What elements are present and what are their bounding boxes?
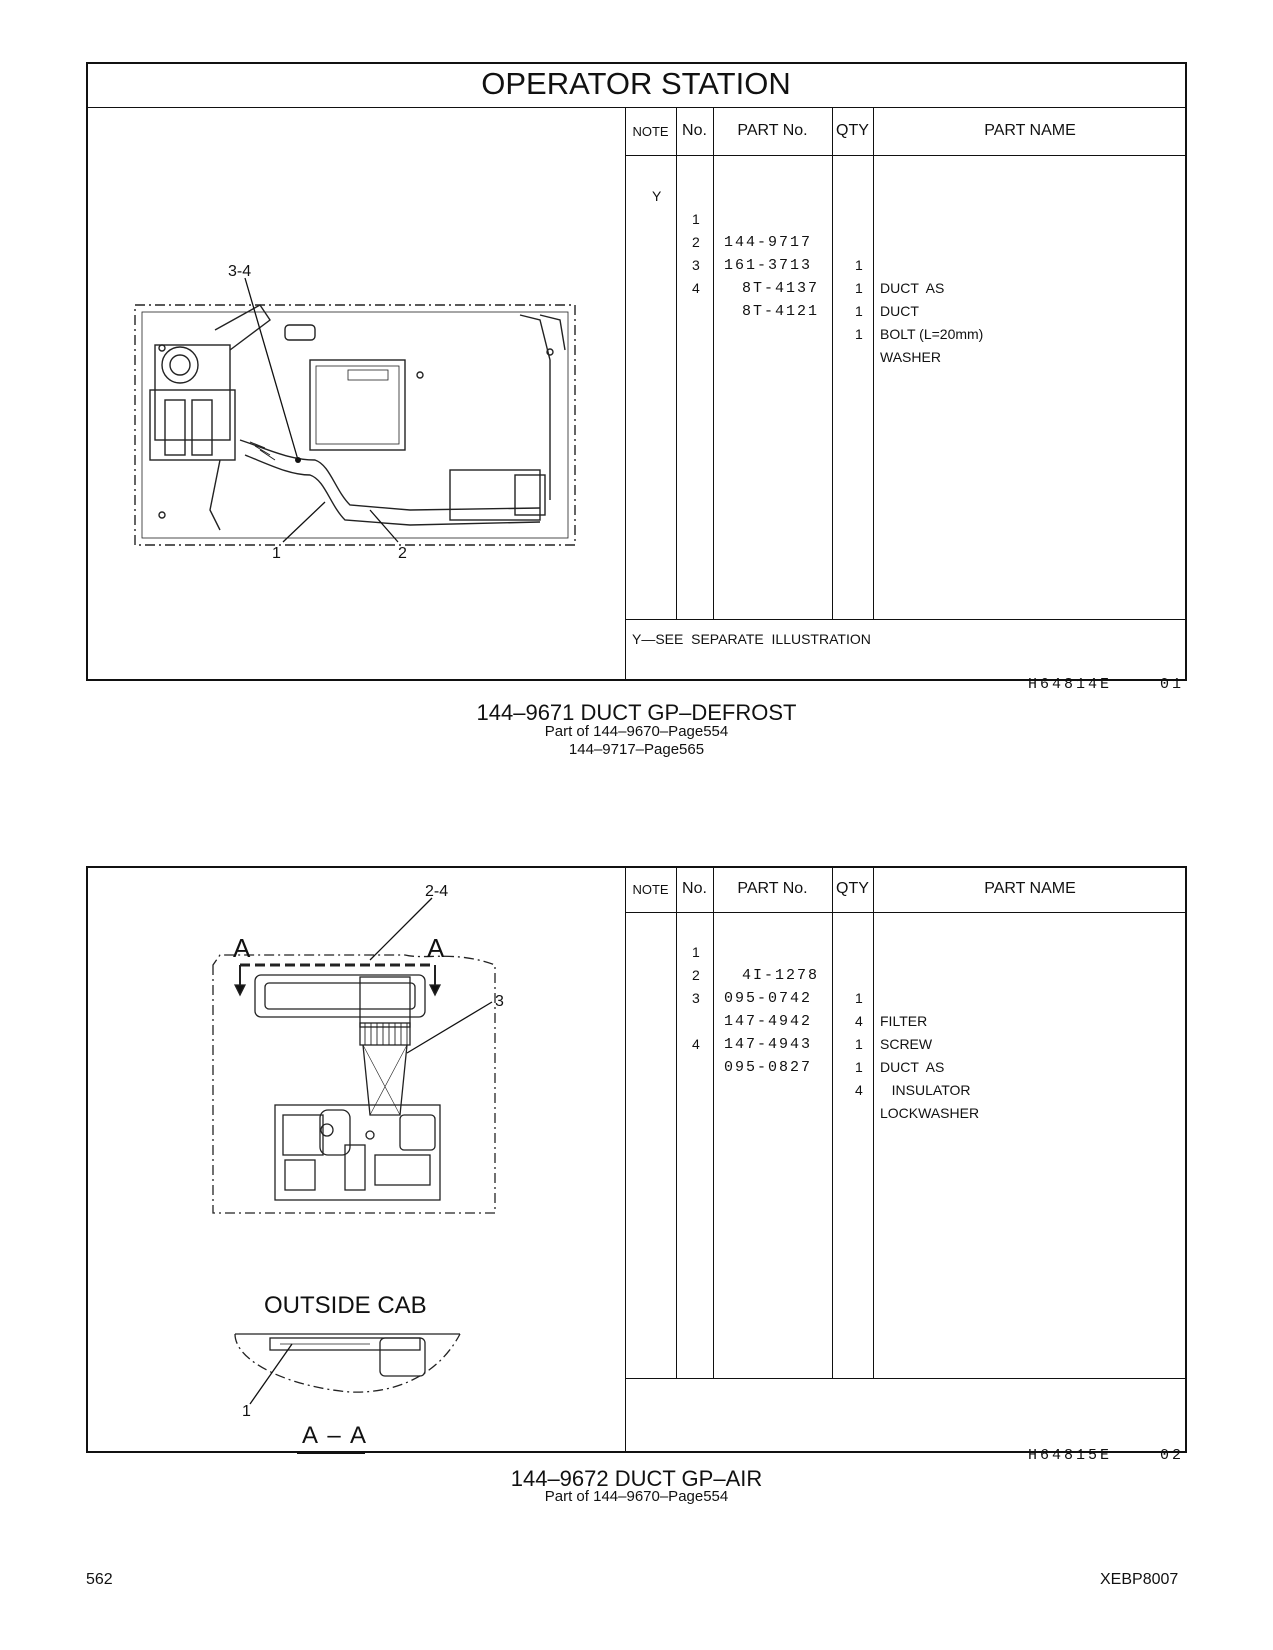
page-number: 562 <box>86 1571 113 1588</box>
defrost-duct-illustration <box>120 260 600 590</box>
table-row: 4 095-0827 4 LOCKWASHER <box>692 1036 980 1121</box>
section-aa-illustration <box>230 1332 470 1422</box>
table-row: 3 8T-4137 1 BOLT (L=20mm) <box>692 257 984 342</box>
section-mark-a-right: A <box>427 933 445 963</box>
table-row: 4 8T-4121 1 WASHER <box>692 280 941 365</box>
header-qty: QTY <box>836 880 869 897</box>
table-row: 2 095-0742 4 SCREW <box>692 967 933 1052</box>
section-mark-a-left: A <box>233 933 251 963</box>
title-divider <box>86 107 1187 108</box>
section-label: A – A <box>302 1422 369 1449</box>
outside-cab-label: OUTSIDE CAB <box>264 1292 427 1319</box>
header-note: NOTE <box>632 882 669 897</box>
header-no: No. <box>682 880 707 897</box>
section-label-underline <box>297 1453 365 1454</box>
header-part-no: PART No. <box>737 880 808 897</box>
ref-code-2: H64815E 02 <box>1028 1447 1185 1464</box>
table-row: Y 1 144-9717 1 DUCT AS <box>652 188 945 296</box>
table-row: 3 147-4942 1 DUCT AS <box>692 990 945 1075</box>
header-part-no: PART No. <box>737 122 808 139</box>
caption-line1-2: Part of 144–9670–Page554 <box>544 1488 729 1505</box>
callout-2-4: 2-4 <box>425 883 449 900</box>
table-row: 147-4943 1 INSULATOR <box>724 1036 971 1098</box>
callout-1: 1 <box>272 545 281 562</box>
caption-line2-1: 144–9717–Page565 <box>568 741 705 758</box>
header-qty: QTY <box>836 122 869 139</box>
footnote: Y—SEE SEPARATE ILLUSTRATION <box>632 631 871 647</box>
table-row: 1 4I-1278 1 FILTER <box>692 944 928 1029</box>
caption-title-1: 144–9671 DUCT GP–DEFROST <box>476 700 797 725</box>
header-part-name: PART NAME <box>984 122 1076 139</box>
header-no: No. <box>682 122 707 139</box>
doc-code: XEBP8007 <box>1100 1571 1179 1588</box>
caption-title-2: 144–9672 DUCT GP–AIR <box>510 1466 763 1491</box>
header-note: NOTE <box>632 124 669 139</box>
callout-3: 3 <box>495 993 504 1010</box>
caption-line1-1: Part of 144–9670–Page554 <box>544 723 729 740</box>
ref-code-1: H64814E 01 <box>1028 676 1185 693</box>
callout-1-section: 1 <box>242 1403 251 1420</box>
callout-3-4: 3-4 <box>228 263 252 280</box>
header-part-name: PART NAME <box>984 880 1076 897</box>
table-row: 2 161-3713 1 DUCT <box>692 234 919 319</box>
callout-2: 2 <box>398 545 407 562</box>
page-title: OPERATOR STATION <box>481 66 791 101</box>
